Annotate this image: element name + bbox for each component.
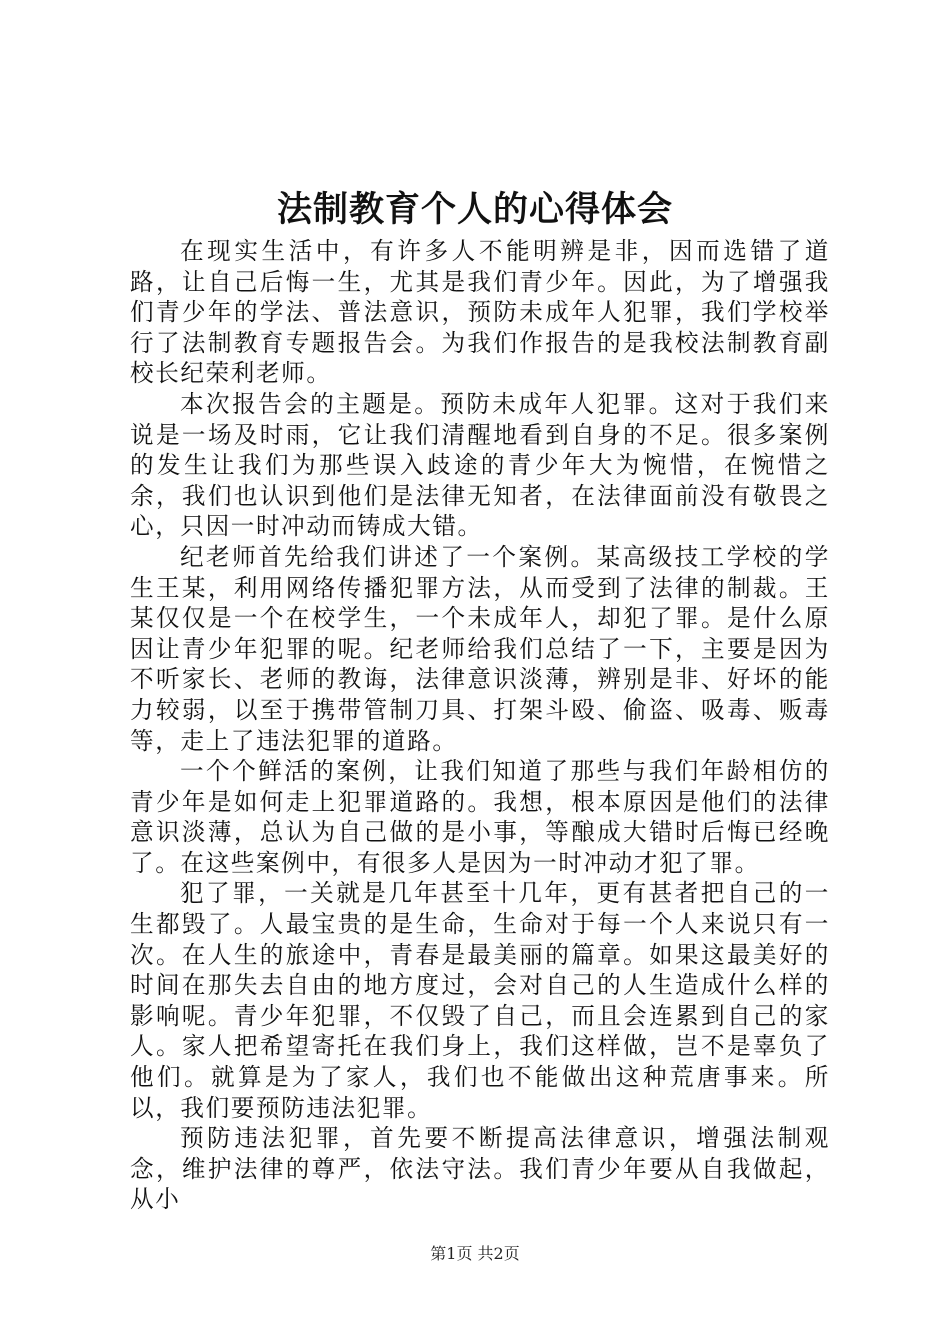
document-title: 法制教育个人的心得体会 — [276, 189, 673, 230]
paragraph-2: 本次报告会的主题是。预防未成年人犯罪。这对于我们来说是一场及时雨，它让我们清醒地看到自身的不足。很多案例的发生让我们为那些误入歧途的青少年大为惋惜，在惋惜之余，我们也认识到他们是法律无知者，在法律面前没有敬畏之心，只因一时冲动而铸成大错。 — [130, 389, 830, 541]
paragraph-6: 预防违法犯罪，首先要不断提高法律意识，增强法制观念，维护法律的尊严，依法守法。我们青少年要从自我做起，从小 — [130, 1124, 830, 1214]
page-footer: 第1页 共2页 — [430, 1244, 520, 1263]
paragraph-4: 一个个鲜活的案例，让我们知道了那些与我们年龄相仿的青少年是如何走上犯罪道路的。我想，根本原因是他们的法律意识淡薄，总认为自己做的是小事，等酿成大错时后悔已经晚了。在这些案例中，有很多人是因为一时冲动才犯了罪。 — [130, 757, 830, 877]
paragraph-5: 犯了罪，一关就是几年甚至十几年，更有甚者把自己的一生都毁了。人最宝贵的是生命，生命对于每一个人来说只有一次。在人生的旅途中，青春是最美丽的篇章。如果这最美好的时间在那失去自由的地方度过，会对自己的人生造成什么样的影响呢。青少年犯罪，不仅毁了自己，而且会连累到自己的家人。家人把希望寄托在我们身上，我们这样做，岂不是辜负了他们。就算是为了家人，我们也不能做出这种荒唐事来。所以，我们要预防违法犯罪。 — [130, 879, 830, 1122]
paragraph-1: 在现实生活中，有许多人不能明辨是非，因而选错了道路，让自己后悔一生，尤其是我们青少年。因此，为了增强我们青少年的学法、普法意识，预防未成年人犯罪，我们学校举行了法制教育专题报告会。为我们作报告的是我校法制教育副校长纪荣利老师。 — [130, 237, 830, 388]
paragraph-3: 纪老师首先给我们讲述了一个案例。某高级技工学校的学生王某，利用网络传播犯罪方法，从而受到了法律的制裁。王某仅仅是一个在校学生，一个未成年人，却犯了罪。是什么原因让青少年犯罪的呢。纪老师给我们总结了一下，主要是因为不听家长、老师的教诲，法律意识淡薄，辨别是非、好坏的能力较弱，以至于携带管制刀具、打架斗殴、偷盗、吸毒、贩毒等，走上了违法犯罪的道路。 — [130, 542, 830, 755]
document-body — [130, 236, 830, 1214]
